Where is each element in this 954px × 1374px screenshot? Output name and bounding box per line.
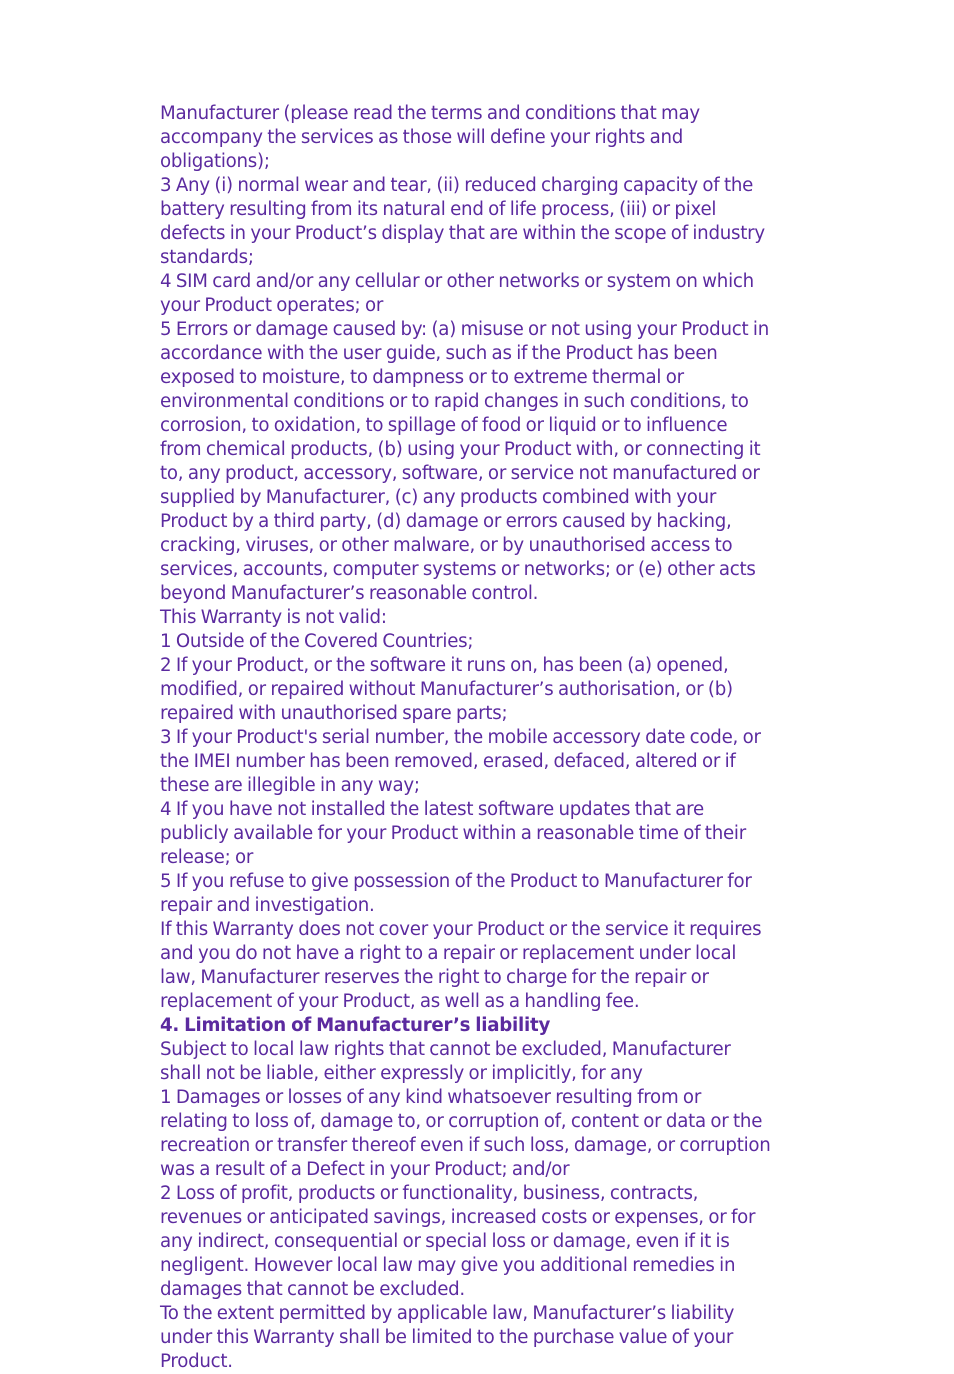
paragraph-software-updates: 4 If you have not installed the latest software updates that are publicly available for your Product within a reasonable time of their release; or [160, 799, 746, 868]
paragraph-opened-modified: 2 If your Product, or the software it runs on, has been (a) opened, modified, or repaired without Manufacturer’s authorisation, or (b) repaired with unauthorised spare parts; [160, 655, 733, 724]
paragraph-refuse-possession: 5 If you refuse to give possession of the Product to Manufacturer for repair and investigation. [160, 871, 752, 916]
paragraph-sim-card: 4 SIM card and/or any cellular or other networks or system on which your Product operates; or [160, 271, 754, 316]
paragraph-errors-damage: 5 Errors or damage caused by: (a) misuse or not using your Product in accordance with the user guide, such as if the Product has been exposed to moisture, to dampness or to extreme thermal or environmental conditions or to rapid changes in such conditions, to corrosion, to oxidation, to spillage of food or liquid or to influence from chemical products, (b) using your Product with, or connecting it to, any product, accessory, software, or service not manufactured or supplied by Manufacturer, (c) any products combined with your Product by a third party, (d) damage or errors caused by hacking, cracking, viruses, or other malware, or by unauthorised access to services, accounts, computer systems or networks; or (e) other acts beyond Manufacturer’s reasonable control. [160, 319, 769, 604]
document-page [160, 102, 772, 1374]
paragraph-wear-and-tear: 3 Any (i) normal wear and tear, (ii) reduced charging capacity of the battery resulting from its natural end of life process, (iii) or pixel defects in your Product’s display that are within the scope of industry standards; [160, 175, 765, 268]
paragraph-damages-data: 1 Damages or losses of any kind whatsoever resulting from or relating to loss of, damage to, or corruption of, content or data or the recreation or transfer thereof even if such loss, damage, or corruption was a result of a Defect in your Product; and/or [160, 1087, 771, 1180]
paragraph-charge-repair: If this Warranty does not cover your Product or the service it requires and you do not have a right to a repair or replacement under local law, Manufacturer reserves the right to charge for the repair or replacement of your Product, as well as a handling fee. [160, 919, 762, 1012]
paragraph-serial-number: 3 If your Product's serial number, the mobile accessory date code, or the IMEI number has been removed, erased, defaced, altered or if these are illegible in any way; [160, 727, 761, 796]
paragraph-not-valid-intro: This Warranty is not valid: [160, 607, 387, 628]
paragraph-manufacturer-services: Manufacturer (please read the terms and conditions that may accompany the services as those will define your rights and obligations); [160, 103, 700, 172]
paragraph-liability-limit: To the extent permitted by applicable law, Manufacturer’s liability under this Warranty shall be limited to the purchase value of your Product. [160, 1303, 735, 1372]
paragraph-loss-of-profit: 2 Loss of profit, products or functionality, business, contracts, revenues or anticipated savings, increased costs or expenses, or for any indirect, consequential or special loss or damage, even if it is negligent. However local law may give you additional remedies in damages that cannot be excluded. [160, 1183, 756, 1300]
section-heading-liability: 4. Limitation of Manufacturer’s liability [160, 1015, 551, 1036]
paragraph-subject-local-law: Subject to local law rights that cannot be excluded, Manufacturer shall not be liable, either expressly or implicitly, for any [160, 1039, 731, 1084]
paragraph-outside-countries: 1 Outside of the Covered Countries; [160, 631, 474, 652]
